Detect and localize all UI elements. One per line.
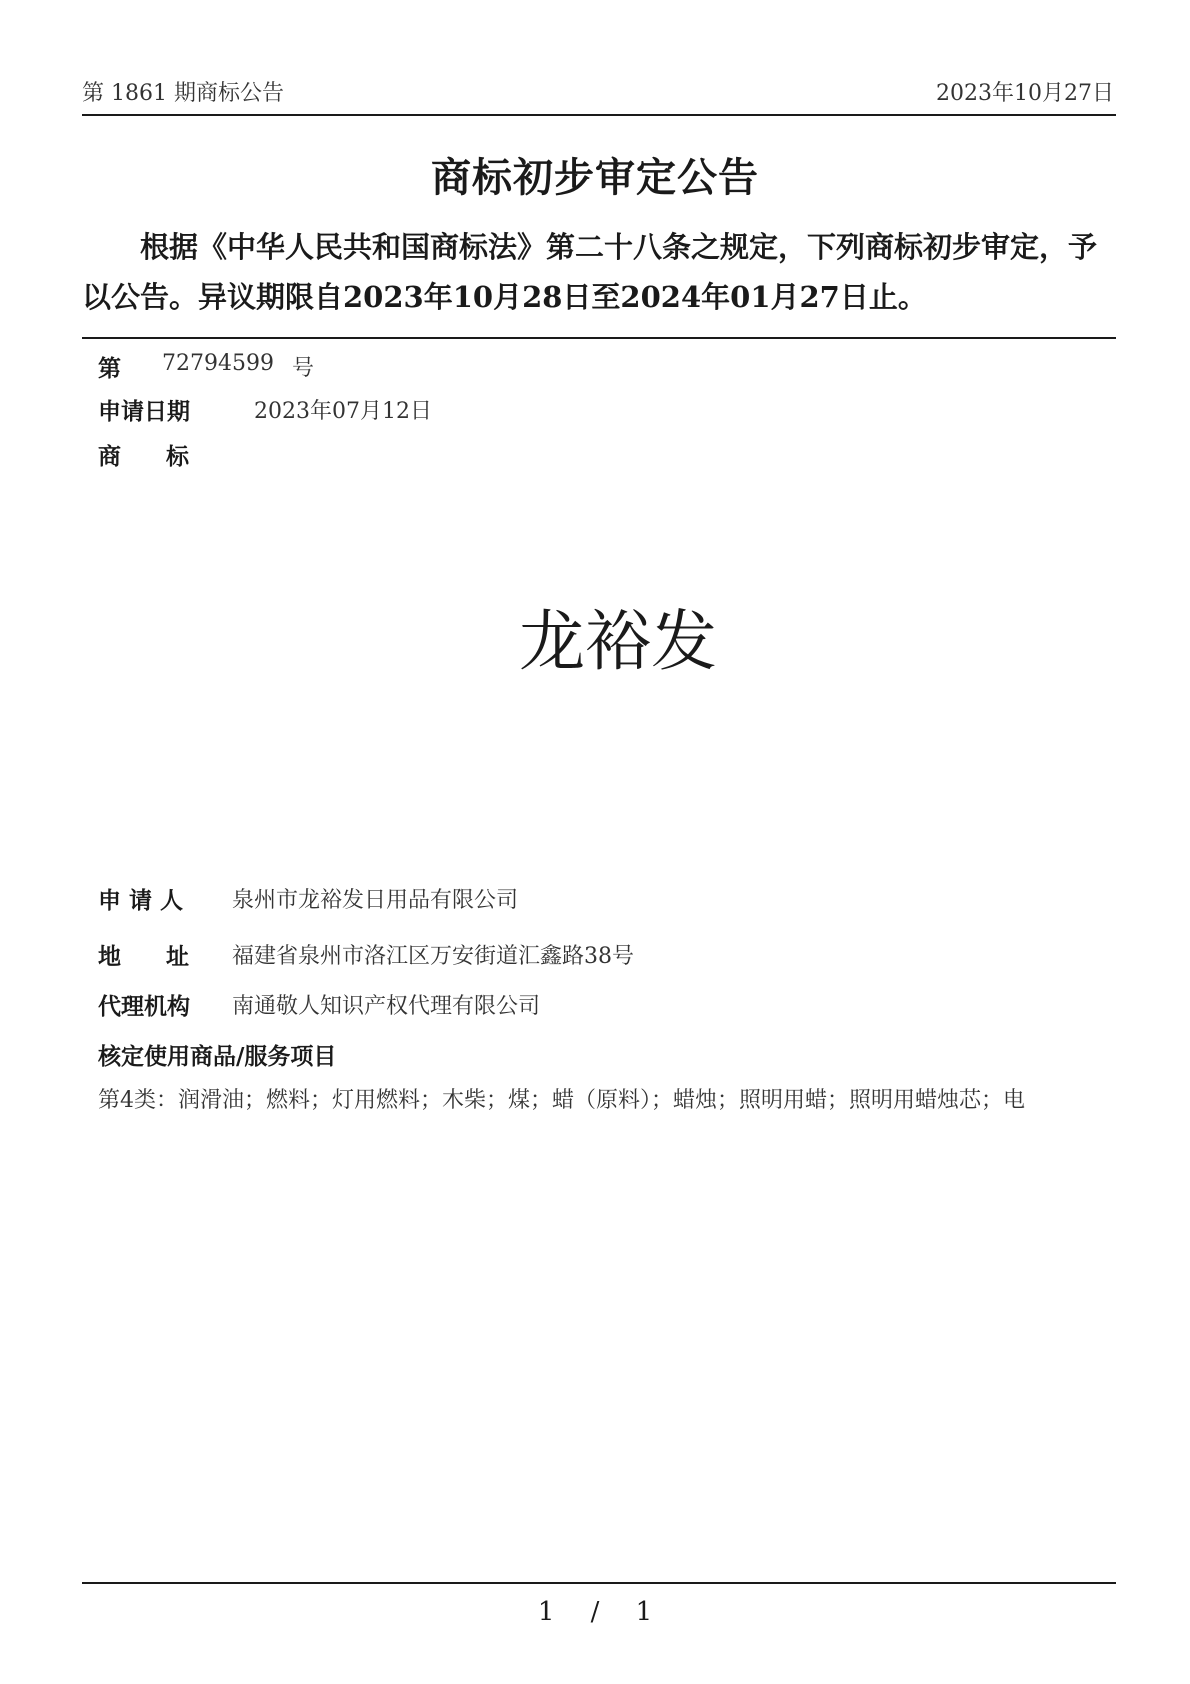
page-number: 1 / 1	[537, 1597, 653, 1627]
footer-rule	[82, 1582, 1116, 1584]
goods-label: 核定使用商品/服务项目	[98, 1043, 337, 1070]
intro-paragraph: 根据《中华人民共和国商标法》第二十八条之规定，下列商标初步审定，予以公告。异议期限自2023年10月28日至2024年01月27日止。	[82, 230, 1098, 314]
applicant-label: 申 请 人	[98, 887, 184, 914]
application-date-label: 申请日期	[98, 398, 190, 425]
trademark-text: 龙裕发	[519, 603, 717, 680]
address-label-2: 址	[166, 943, 189, 970]
agent-label: 代理机构	[98, 993, 190, 1020]
registration-no-prefix: 第	[98, 355, 121, 382]
page-title: 商标初步审定公告	[431, 154, 759, 201]
address-label-1: 地	[98, 943, 121, 970]
agent-value: 南通敬人知识产权代理有限公司	[232, 994, 541, 1019]
section-rule	[82, 337, 1116, 339]
trademark-label-2: 标	[166, 443, 189, 470]
registration-no-value: 72794599	[162, 351, 274, 376]
header-date: 2023年10月27日	[936, 81, 1114, 106]
applicant-value: 泉州市龙裕发日用品有限公司	[232, 888, 519, 913]
header-rule	[82, 114, 1116, 116]
address-value: 福建省泉州市洛江区万安街道汇鑫路38号	[232, 944, 634, 969]
header-issue: 第 1861 期商标公告	[82, 81, 284, 106]
trademark-label-1: 商	[98, 443, 121, 470]
goods-value: 第4类：润滑油；燃料；灯用燃料；木柴；煤；蜡（原料）；蜡烛；照明用蜡；照明用蜡烛芯；电	[98, 1088, 1026, 1113]
registration-no-suffix: 号	[292, 356, 315, 381]
application-date-value: 2023年07月12日	[254, 399, 432, 424]
